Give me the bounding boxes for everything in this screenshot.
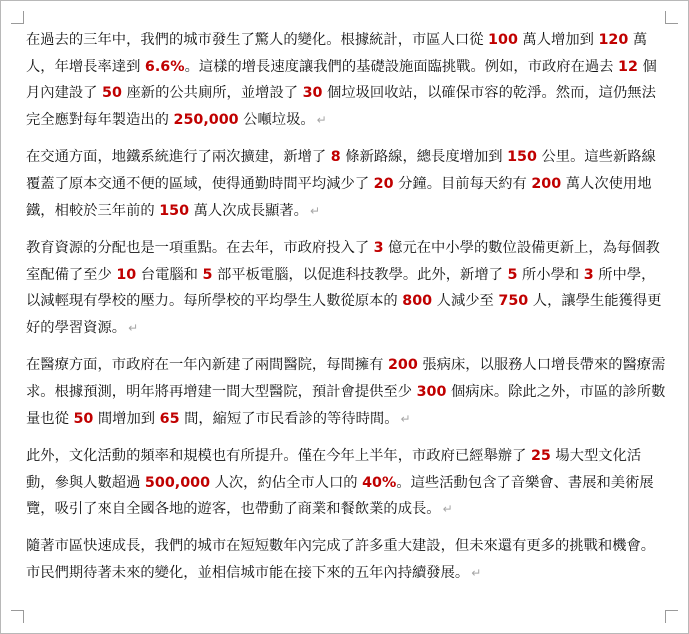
highlighted-number: 200 (387, 357, 418, 374)
highlighted-number: 30 (302, 85, 323, 102)
highlighted-number: 200 (531, 176, 562, 193)
text-run: 分鐘。目前每天約有 (393, 176, 532, 193)
highlighted-number: 8 (330, 149, 341, 166)
highlighted-number: 20 (373, 176, 394, 193)
text-run: 公里。這些新路線覆蓋了原本交通不便的區域，使得通勤時間平均減少了 (26, 149, 656, 193)
margin-corner-mark (665, 610, 678, 623)
paragraph-mark-icon: ↵ (442, 502, 453, 517)
text-run: 所中學，以減輕現有學校的壓力。每所學校的平均學生人數從原本的 (26, 266, 656, 310)
text-run: 萬人增加到 (517, 32, 599, 48)
text-run: 間，縮短了市民看診的等待時間。 (179, 410, 399, 427)
highlighted-number: 500,000 (144, 474, 211, 491)
highlighted-number: 800 (402, 293, 433, 310)
highlighted-number: 3 (373, 239, 384, 256)
text-run: 萬人，年增長率達到 (26, 32, 648, 75)
text-run: 在醫療方面，市政府在一年內新建了兩間醫院，每間擁有 (26, 357, 388, 374)
highlighted-number: 300 (416, 383, 447, 400)
text-run: 此外，文化活動的頻率和規模也有所提升。僅在今年上半年，市政府已經舉辦了 (26, 447, 531, 464)
paragraph-2 (26, 144, 666, 224)
text-run: 條新路線，總長度增加到 (340, 149, 508, 166)
margin-corner-mark (11, 11, 24, 24)
text-run: 部平板電腦，以促進科技教學。此外，新增了 (212, 266, 508, 283)
text-run: 個垃圾回收站，以確保市容的乾淨。然而，這仍無法完全應對每年製造出的 (26, 85, 656, 129)
margin-corner-mark (665, 11, 678, 24)
text-run: 在交通方面，地鐵系統進行了兩次擴建，新增了 (26, 149, 331, 166)
text-run: 教育資源的分配也是一項重點。在去年，市政府投入了 (26, 239, 374, 256)
highlighted-number: 250,000 (173, 112, 239, 129)
paragraph-4 (26, 352, 666, 432)
highlighted-number: 3 (583, 266, 594, 283)
paragraph-mark-icon: ↵ (471, 566, 482, 581)
highlighted-number: 100 (488, 32, 518, 48)
text-run: 。這樣的增長速度讓我們的基礎設施面臨挑戰。例如，市政府在過去 (184, 58, 619, 75)
paragraph-mark-icon: ↵ (316, 113, 327, 128)
paragraph-mark-icon: ↵ (309, 203, 321, 218)
text-run: 間增加到 (93, 410, 160, 427)
margin-corner-mark (11, 610, 24, 623)
text-run: 萬人次成長顯著。 (189, 202, 308, 219)
highlighted-number: 750 (498, 293, 529, 310)
paragraph-3 (26, 235, 666, 342)
highlighted-number: 5 (507, 266, 518, 283)
highlighted-number: 65 (159, 410, 180, 427)
text-run: 個病床。除此之外，市區的診所數量也從 (26, 383, 666, 427)
text-run: 公噸垃圾。 (238, 112, 315, 129)
paragraph-mark-icon: ↵ (128, 321, 139, 336)
text-run: 萬人次使用地鐵，相較於三年前的 (26, 176, 652, 219)
text-run: 。這些活動包含了音樂會、書展和美術展覽，吸引了來自全國各地的遊客，也帶動了商業和餐飲業的成長。 (26, 474, 654, 518)
paragraph-mark-icon: ↵ (400, 411, 411, 426)
highlighted-number: 50 (73, 410, 94, 427)
highlighted-number: 12 (618, 58, 638, 75)
text-run: 人，讓學生能獲得更好的學習資源。 (26, 293, 662, 337)
text-run: 座新的公共廁所，並增設了 (121, 85, 303, 102)
highlighted-number: 5 (202, 266, 213, 283)
text-run: 所小學和 (517, 266, 584, 283)
text-run: 億元在中小學的數位設備更新上，為每個教室配備了至少 (26, 239, 660, 283)
text-run: 張病床，以服務人口增長帶來的醫療需求。根據預測，明年將再增建一間大型醫院，預計會提供至少 (26, 357, 666, 400)
text-run: 台電腦和 (136, 266, 203, 283)
text-run: 場大型文化活動，參與人數超過 (26, 447, 642, 491)
paragraph-5 (26, 443, 666, 523)
paragraph-6 (26, 533, 666, 586)
text-run: 隨著市區快速成長，我們的城市在短短數年內完成了許多重大建設，但未來還有更多的挑戰和機會。市民們期待著未來的變化，並相信城市能在接下來的五年內持續發展。 (26, 538, 656, 582)
highlighted-number: 120 (598, 32, 629, 48)
highlighted-number: 150 (507, 149, 537, 166)
highlighted-number: 6.6% (144, 58, 185, 75)
highlighted-number: 10 (116, 266, 137, 283)
text-run: 個月內建設了 (26, 58, 657, 102)
highlighted-number: 25 (530, 447, 551, 464)
text-run: 人次，約佔全市人口的 (210, 474, 363, 491)
highlighted-number: 50 (102, 85, 122, 102)
paragraph-1 (26, 27, 666, 134)
document-body[interactable] (26, 27, 666, 597)
text-run: 在過去的三年中，我們的城市發生了驚人的變化。根據統計，市區人口從 (26, 32, 489, 48)
highlighted-number: 150 (159, 202, 190, 219)
highlighted-number: 40% (362, 474, 397, 491)
text-run: 人減少至 (432, 293, 499, 310)
